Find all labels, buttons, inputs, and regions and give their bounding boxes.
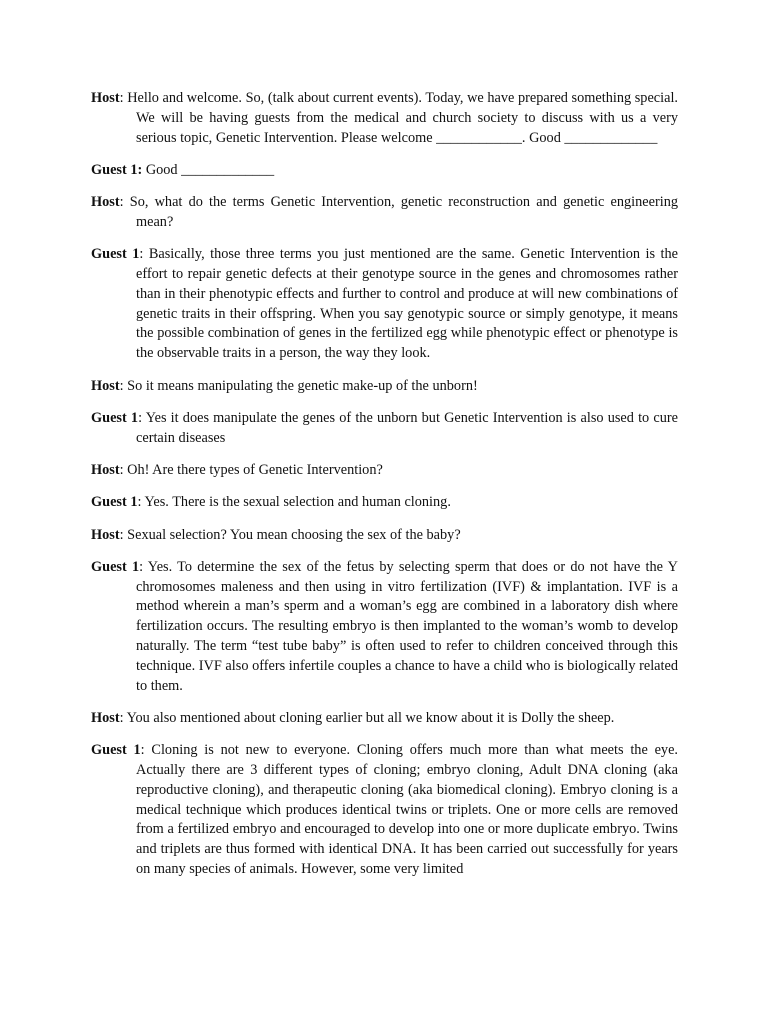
dialogue-turn (91, 377, 678, 397)
speaker-separator: : (119, 194, 130, 211)
speaker-separator: : (119, 377, 128, 394)
interview-script (91, 89, 678, 892)
dialogue-text: Yes it does manipulate the genes of the unborn but Genetic Intervention is also used to cure certain diseases (136, 409, 678, 446)
dialogue-turn (91, 461, 678, 481)
dialogue-text: Sexual selection? You mean choosing the sex of the baby? (127, 526, 461, 543)
dialogue-turn (91, 193, 678, 233)
dialogue-turn (91, 558, 678, 697)
speaker-separator: : (119, 461, 128, 478)
speaker-label: Host (91, 461, 120, 478)
speaker-label: Guest 1 (91, 558, 140, 575)
dialogue-turn (91, 89, 678, 148)
speaker-label: Guest 1 (91, 246, 140, 263)
speaker-label: Guest 1: (91, 161, 143, 178)
dialogue-text: Good _____________ (145, 161, 275, 178)
dialogue-text: Hello and welcome. So, (talk about current events). Today, we have prepared something special. We will be having guests from the medical and church society to discuss with us a very serious topic, Genetic Intervention. Please welcome ____________. Good _____________ (127, 90, 679, 146)
dialogue-turn (91, 245, 678, 364)
dialogue-text: Yes. To determine the sex of the fetus by selecting sperm that does or do not have the Y chromosomes maleness and then using in vitro fertilization (IVF) & implantation. IVF is a method wherein a man’s sperm and a woman’s egg are combined in a laboratory dish where fertilization occurs. The resulting embryo is then implanted to the woman’s womb to develop naturally. The term “test tube baby” is often used to refer to children conceived through this technique. IVF also offers infertile couples a chance to have a child who is biologically related to them. (136, 558, 679, 694)
speaker-separator: : (119, 90, 128, 106)
speaker-separator: : (140, 742, 152, 759)
dialogue-text: So it means manipulating the genetic make-up of the unborn! (127, 377, 478, 394)
speaker-label: Guest 1 (91, 742, 141, 759)
dialogue-turn (91, 741, 678, 880)
speaker-separator: : (119, 709, 127, 726)
dialogue-turn (91, 161, 678, 181)
speaker-separator: : (119, 526, 128, 543)
speaker-label: Host (91, 526, 120, 543)
dialogue-turn (91, 526, 678, 546)
dialogue-text: Yes. There is the sexual selection and human cloning. (144, 494, 451, 511)
speaker-label: Host (91, 377, 120, 394)
speaker-label: Host (91, 194, 120, 211)
speaker-separator: : (138, 409, 146, 426)
speaker-separator: : (139, 558, 148, 575)
speaker-separator: : (137, 494, 145, 511)
dialogue-text: You also mentioned about cloning earlier but all we know about it is Dolly the sheep. (126, 709, 615, 726)
dialogue-turn (91, 709, 678, 729)
speaker-separator: : (139, 246, 149, 263)
speaker-label: Host (91, 90, 120, 106)
speaker-label: Guest 1 (91, 409, 139, 426)
dialogue-text: So, what do the terms Genetic Intervention, genetic reconstruction and genetic engineering mean? (129, 194, 678, 230)
dialogue-turn (91, 409, 678, 449)
speaker-label: Guest 1 (91, 494, 138, 511)
dialogue-text: Basically, those three terms you just mentioned are the same. Genetic Intervention is the effort to repair genetic defects at their genotype source in the genes and chromosomes rather than in their phenotypic effects and further to control and produce at will new combinations of genetic traits in their offspring. When you say genotypic source or simply genotype, it means the possible combination of genes in the fertilized egg while phenotypic effect or phenotype is the observable traits in a person, the way they look. (136, 246, 679, 362)
dialogue-text: Cloning is not new to everyone. Cloning offers much more than what meets the eye. Actually there are 3 different types of cloning; embryo cloning, Adult DNA cloning (aka reproductive cloning), and therapeutic cloning (aka biomedical cloning). Embryo cloning is a medical technique which produces identical twins or triplets. One or more cells are removed from a fertilized embryo and encouraged to develop into one or more duplicate embryo. Twins and triplets are thus formed with identical DNA. It has been carried out successfully for years on many species of animals. However, some very limited (136, 742, 678, 877)
speaker-label: Host (91, 709, 120, 726)
dialogue-text: Oh! Are there types of Genetic Intervention? (127, 461, 383, 478)
dialogue-turn (91, 493, 678, 513)
